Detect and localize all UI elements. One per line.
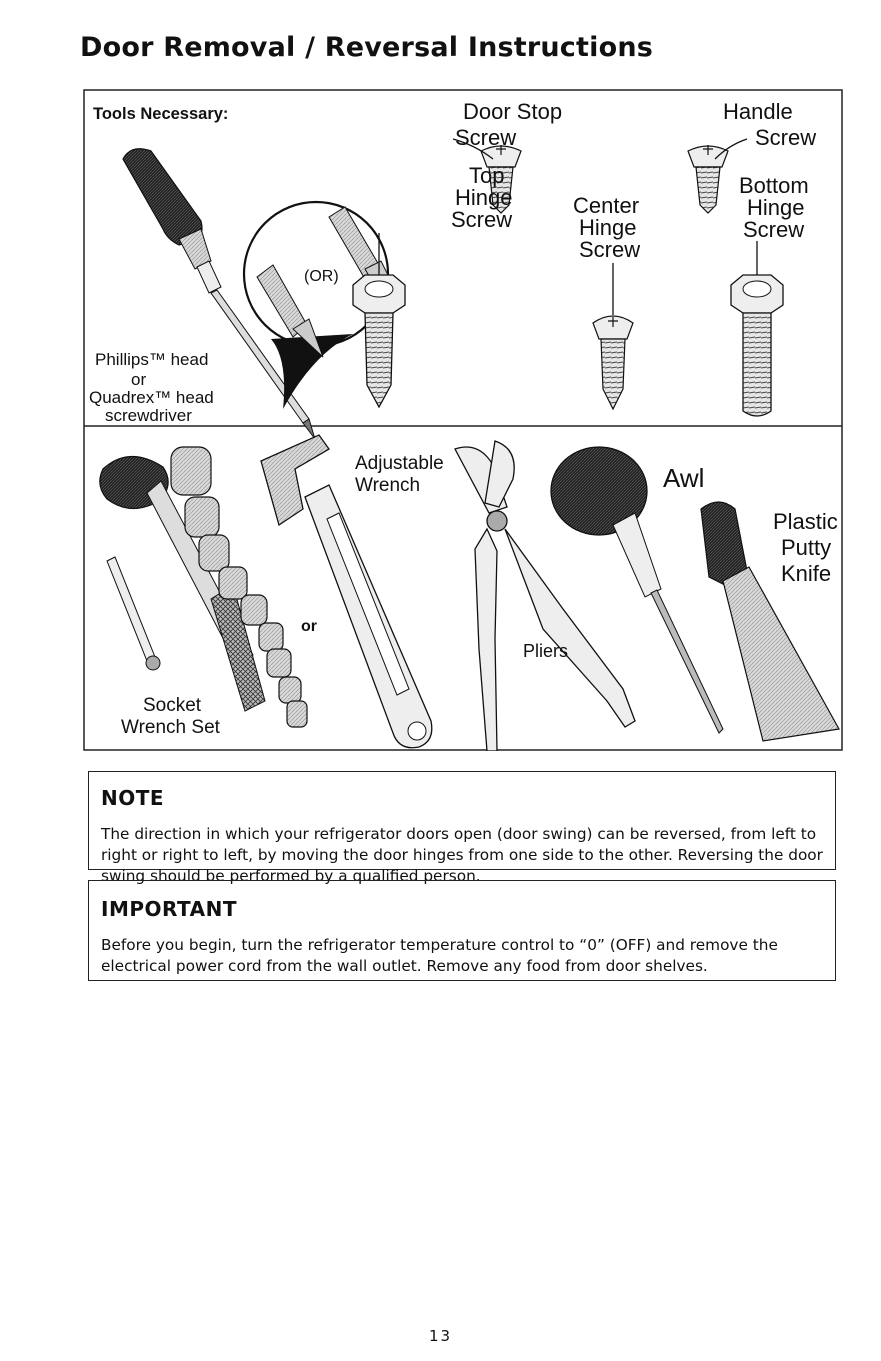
bottom-hinge-label-line1: Bottom	[739, 173, 809, 198]
tools-heading: Tools Necessary:	[93, 105, 229, 123]
screwdriver-label-line1: Phillips™ head	[95, 350, 209, 369]
putty-knife-label-line2: Putty	[781, 535, 832, 560]
pliers-label: Pliers	[523, 641, 569, 661]
note-heading: NOTE	[101, 786, 165, 810]
bottom-hinge-label-line2: Hinge	[747, 195, 805, 220]
page-title: Door Removal / Reversal Instructions	[80, 32, 654, 63]
bottom-hinge-screw-icon	[731, 275, 783, 416]
note-box	[88, 771, 836, 885]
important-text: Before you begin, turn the refrigerator temperature control to “0” (OFF) and remove the electrical power cord from the wall outlet. Remove any food from door shelves.	[101, 936, 778, 975]
top-hinge-label-line3: Screw	[451, 207, 513, 232]
tools-figure-svg	[83, 89, 843, 751]
top-hinge-screw-icon	[353, 275, 405, 407]
putty-knife-label-line1: Plastic	[773, 509, 838, 534]
socket-set-label-line2: Wrench Set	[121, 717, 220, 738]
important-heading: IMPORTANT	[101, 897, 237, 921]
note-text: The direction in which your refrigerator doors open (door swing) can be reversed, from left to right or right to left, by moving the door hinges from one side to the other. Reversing the door swing should be performed by a qualified person.	[101, 825, 823, 885]
top-hinge-label-line1: Top	[469, 163, 505, 188]
important-box	[88, 880, 836, 981]
page-number: 13	[428, 1327, 453, 1345]
door-stop-label-line2: Screw	[455, 125, 517, 150]
center-hinge-screw-icon	[593, 316, 633, 409]
bit-or-label: (OR)	[304, 268, 339, 285]
door-stop-label-line1: Door Stop	[463, 99, 563, 124]
tools-illustration	[83, 89, 843, 751]
bottom-hinge-label-line3: Screw	[743, 217, 805, 242]
center-hinge-label-line1: Center	[573, 193, 640, 218]
center-hinge-label-line3: Screw	[579, 237, 641, 262]
adjustable-wrench-label-line1: Adjustable	[355, 453, 444, 474]
screwdriver-label-line3: Quadrex™ head	[89, 388, 214, 407]
awl-label: Awl	[663, 463, 705, 493]
top-hinge-label-line2: Hinge	[455, 185, 513, 210]
handle-label-line1: Handle	[723, 99, 793, 124]
putty-knife-label-line3: Knife	[781, 561, 832, 586]
socket-or-label: or	[301, 618, 317, 635]
adjustable-wrench-label-line2: Wrench	[355, 475, 421, 496]
socket-set-label-line1: Socket	[143, 695, 202, 716]
screwdriver-label-line4: screwdriver	[105, 406, 192, 425]
handle-screw-icon	[688, 145, 728, 213]
screwdriver-label-line2: or	[131, 370, 147, 389]
handle-label-line2: Screw	[755, 125, 817, 150]
center-hinge-label-line2: Hinge	[579, 215, 637, 240]
